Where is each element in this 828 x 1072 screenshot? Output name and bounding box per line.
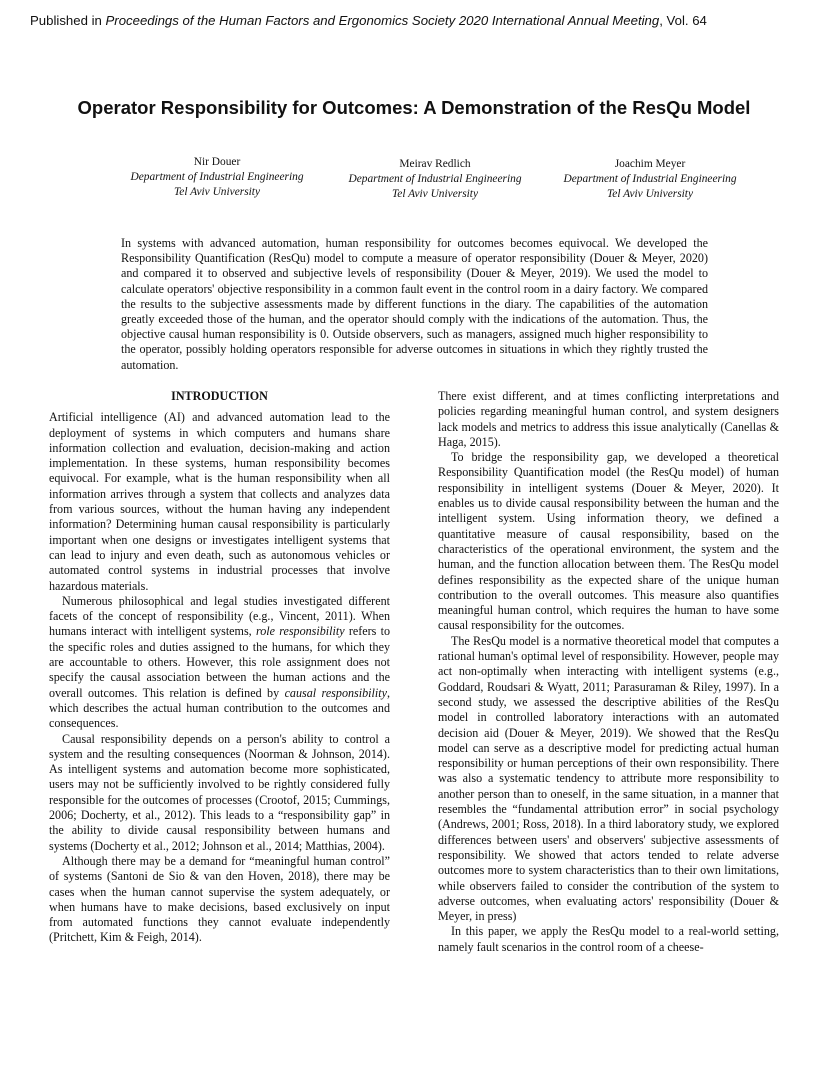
pubnote-prefix: Published in [30, 13, 106, 28]
right-column [438, 389, 779, 955]
paragraph: There exist different, and at times conflicting interpretations and policies regarding meaningful human control, and system designers lack models and metrics to address this issue analytically (Canellas & Haga, 2015). [438, 389, 779, 449]
author-block-1 [112, 155, 322, 199]
author-block-3 [545, 157, 755, 201]
text-run: , which describes the actual human contribution to the outcomes and consequences. [49, 685, 390, 731]
left-column [49, 389, 390, 946]
paragraph: Although there may be a demand for “meaningful human control” of systems (Santoni de Sio & van den Hoven, 2018), there may be cases when the human cannot supervise the system adequately, or when humans have to make decisions, based exclusively on input from automated functions they cannot evaluate independently (Pritchett, Kim & Feigh, 2014). [49, 853, 390, 945]
paragraph: Causal responsibility depends on a person's ability to control a system and the resulting consequences (Noorman & Johnson, 2014). As intelligent systems and automation become more sophisticated, users may not be sufficiently involved to be rightly considered fully responsible for the outcomes of processes (Crootof, 2015; Cummings, 2006; Docherty, et al., 2012). This leads to a “responsibility gap” in the ability to divide causal responsibility between humans and systems (Docherty et al., 2012; Johnson et al., 2014; Matthias, 2004). [49, 731, 390, 853]
author-university: Tel Aviv University [606, 187, 694, 200]
author-name: Meirav Redlich [399, 158, 471, 170]
text-run: refers to the specific roles and duties assigned to the humans, for which they are accountable to others. However, this role assignment does not specify the causal association between the human actions and the overall outcomes. This relation is defined by [49, 624, 391, 700]
paper-title: Operator Responsibility for Outcomes: A Demonstration of the ResQu Model [77, 97, 751, 118]
paragraph: To bridge the responsibility gap, we developed a theoretical Responsibility Quantification model (the ResQu model) of human responsibility in intelligent systems (Douer & Meyer, 2020). It enables us to divide causal responsibility between the human and the intelligent system. Using information theory, we defined a quantitative measure of causal responsibility, based on the characteristics of the operational environment, the system and the human, and the function allocation between them. The ResQu model defines responsibility as the expected share of the unique human contribution to the overall outcomes. This measure also quantifies meaningful human control, which requires the human to have some causal responsibility for the outcomes. [438, 450, 779, 633]
paragraph [49, 594, 390, 732]
term-role-responsibility: role responsibility [255, 624, 345, 639]
pubnote-suffix: , Vol. 64 [659, 13, 707, 28]
pubnote-venue: Proceedings of the Human Factors and Ergonomics Society 2020 International Annual Meeting [105, 13, 660, 28]
author-dept: Department of Industrial Engineering [130, 170, 304, 183]
paragraph: In this paper, we apply the ResQu model to a real-world setting, namely fault scenarios in the control room of a cheese- [438, 924, 779, 954]
text-run: Numerous philosophical and legal studies investigated different facets of the concept of responsibility (e.g., Vincent, 2011). When humans interact with intelligent systems, [49, 593, 390, 639]
author-dept: Department of Industrial Engineering [348, 172, 522, 185]
author-dept: Department of Industrial Engineering [563, 172, 737, 185]
paragraph: Artificial intelligence (AI) and advanced automation lead to the deployment of systems in which computers and humans share information collection and evaluation, decision-making and action implementation. In these systems, human responsibility becomes equivocal. For example, what is the human responsibility when all information arrives through a system that collects and analyzes data from various sources, without the human having any independent information? Determining human causal responsibility is particularly important when one designs or investigates intelligent systems that can lead to injury and even death, such as autonomous vehicles or automated control systems in industrial processes that involve hazardous materials. [49, 410, 390, 593]
author-university: Tel Aviv University [391, 187, 479, 200]
abstract: In systems with advanced automation, human responsibility for outcomes becomes equivocal. We developed the Responsibility Quantification (ResQu) model to compute a measure of operator responsibility (Douer & Meyer, 2020) and compared it to observed and subjective levels of responsibility (Douer & Meyer, 2019). We used the model to calculate operators' objective responsibility in a common fault event in the control room in a dairy factory. We compared the results to the subjective assessments made by different functions in the diary. The capabilities of the automation greatly exceeded those of the human, and the operator should comply with the indications of the automation. Thus, the objective causal human responsibility is 0. Outside observers, such as managers, assigned much higher responsibility to the operator, possibly holding operators responsible for adverse outcomes in situations in which they rightly trusted the automation. [121, 236, 708, 372]
author-block-2 [330, 157, 540, 201]
author-name: Nir Douer [193, 156, 241, 168]
publication-note [30, 13, 810, 28]
term-causal-responsibility: causal responsibility [284, 685, 387, 700]
author-name: Joachim Meyer [614, 158, 686, 170]
paragraph: The ResQu model is a normative theoretical model that computes a rational human's optimal level of responsibility. However, people may act non-optimally when interacting with intelligent systems (e.g., Goddard, Roudsari & Wyatt, 2011; Parasuraman & Riley, 1997). In a second study, we assessed the descriptive abilities of the ResQu model in controlled laboratory interactions with an automated decision aid (Douer & Meyer, 2019). We showed that the ResQu model can serve as a descriptive model for predicting actual human responsibility or human perceptions of their own responsibility. There was also a systematic tendency to attribute more responsibility to another person than to oneself, in the same situation, in a manner that resembles the “fundamental attribution error” in social psychology (Andrews, 2001; Ross, 2018). In a third laboratory study, we explored differences between users' and observers' subjective assessments of responsibility. We showed that actors tended to relate adverse outcomes more to system characteristics than to their own limitations, while observers failed to consider the contribution of the system to adverse outcomes, when evaluating actors' responsibility (Douer & Meyer, in press) [438, 633, 779, 924]
author-university: Tel Aviv University [173, 185, 261, 198]
section-heading-introduction: INTRODUCTION [171, 389, 268, 403]
